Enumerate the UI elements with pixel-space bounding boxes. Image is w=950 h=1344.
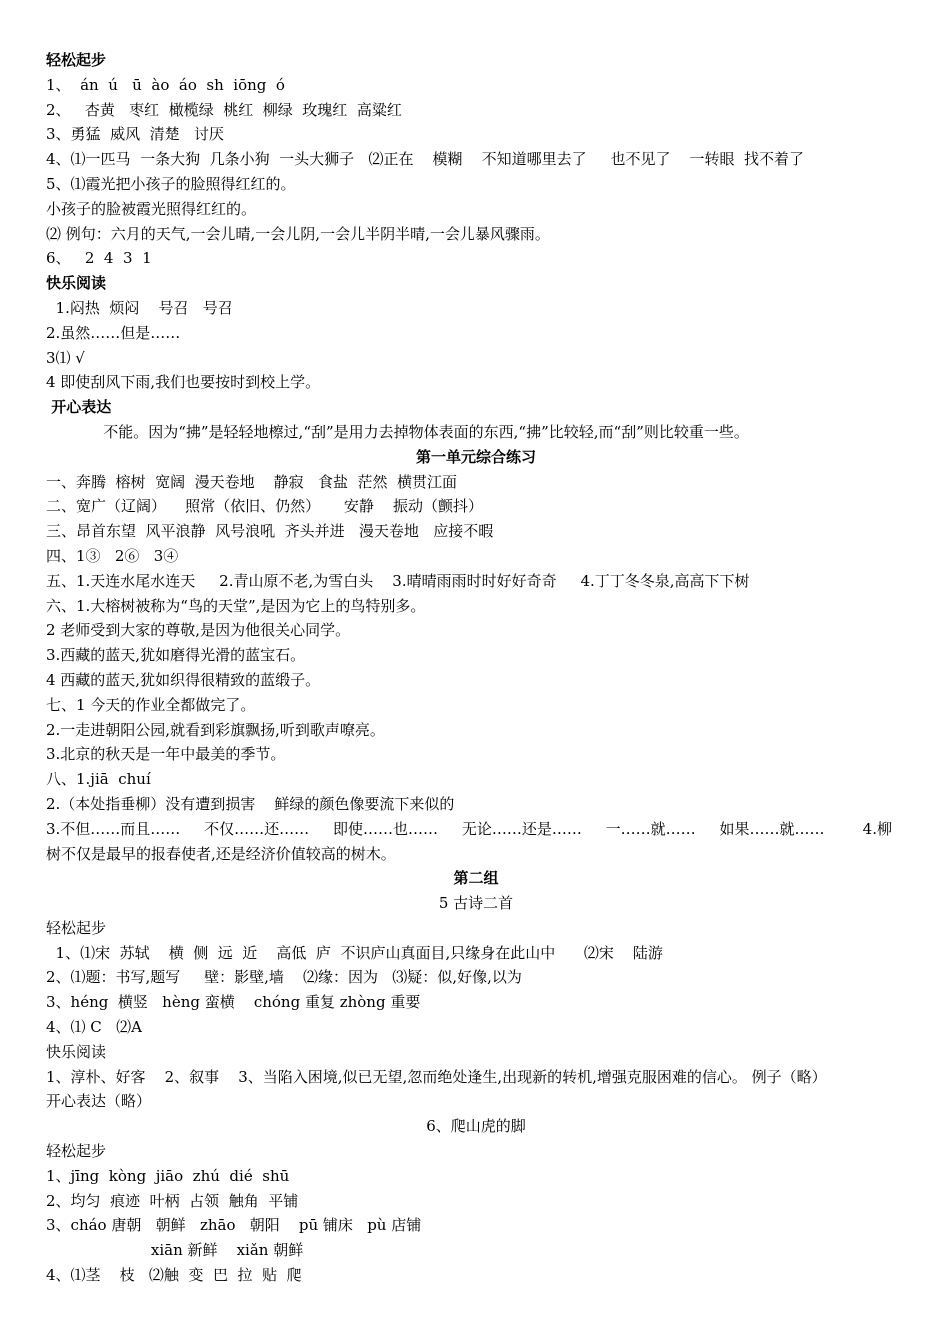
answer-line: 3.北京的秋天是一年中最美的季节。	[46, 745, 286, 764]
answer-line: 八、1.jiā chuí	[46, 770, 151, 789]
answer-line: 5、⑴霞光把小孩子的脸照得红红的。	[46, 174, 296, 193]
section-heading: 开心表达	[46, 398, 112, 417]
answer-line: 二、宽广（辽阔） 照常（依旧、仍然） 安静 振动（颤抖）	[46, 497, 483, 516]
answer-line: 三、昂首东望 风平浪静 风号浪吼 齐头并进 漫天卷地 应接不暇	[46, 522, 494, 541]
answer-line: 4 西藏的蓝天,犹如织得很精致的蓝缎子。	[46, 670, 321, 689]
answer-line: 2、均匀 痕迹 叶柄 占领 触角 平铺	[46, 1191, 299, 1210]
answer-line: 开心表达（略）	[46, 1092, 152, 1111]
answer-line: 不能。因为“拂”是轻轻地檫过,“刮”是用力去掉物体表面的东西,“拂”比较轻,而“刮”则比较重一些。	[46, 422, 749, 441]
answer-line: 小孩子的脸被霞光照得红红的。	[46, 199, 257, 218]
answer-line: 3.不但……而且…… 不仅……还…… 即使……也…… 无论……还是…… 一……就…… 如果……就…… 4.柳树不仅是最早的报春使者,还是经济价值较高的树木。	[46, 819, 892, 863]
answer-line: ⑵ 例句：六月的天气,一会儿晴,一会儿阴,一会儿半阴半晴,一会儿暴风骤雨。	[46, 224, 550, 243]
section-heading: 轻松起步	[46, 51, 107, 69]
answer-line: 6、 2 4 3 1	[46, 249, 152, 268]
lesson-title: 6、爬山虎的脚	[426, 1117, 526, 1136]
answer-line: 4、⑴茎 枝 ⑵触 变 巴 拉 贴 爬	[46, 1266, 302, 1285]
answer-line: 3.西藏的蓝天,犹如磨得光滑的蓝宝石。	[46, 646, 306, 665]
answer-line: 快乐阅读	[46, 1042, 107, 1061]
answer-line: 2.一走进朝阳公园,就看到彩旗飘扬,听到歌声嘹亮。	[46, 720, 385, 739]
answer-line: 1、淳朴、好客 2、叙事 3、当陷入困境,似已无望,忽而绝处逢生,出现新的转机,增强克服困难的信心。 例子（略）	[46, 1067, 827, 1086]
answer-line: 2 老师受到大家的尊敬,是因为他很关心同学。	[46, 621, 351, 640]
answer-line: 五、1.天连水尾水连天 2.青山原不老,为雪白头 3.晴晴雨雨时时好好奇奇 4.丁丁冬冬泉,高高下下树	[46, 571, 750, 590]
answer-line: 1、jīng kòng jiāo zhú dié shū	[46, 1166, 290, 1185]
answer-line: 4 即使刮风下雨,我们也要按时到校上学。	[46, 373, 321, 392]
answer-line: 轻松起步	[46, 918, 107, 937]
answer-line: 1.闷热 烦闷 号召 号召	[46, 298, 233, 317]
answer-line: 轻松起步	[46, 1142, 107, 1161]
answer-line: 2.虽然……但是……	[46, 323, 181, 342]
section-heading: 第二组	[453, 869, 499, 888]
answer-line: 2.（本处指垂柳）没有遭到损害 鲜绿的颜色像要流下来似的	[46, 794, 455, 813]
section-heading: 第一单元综合练习	[415, 447, 536, 466]
answer-line: 3、héng 横竖 hèng 蛮横 chóng 重复 zhòng 重要	[46, 993, 421, 1012]
answer-line: 2、⑴题：书写,题写 壁：影壁,墙 ⑵缘：因为 ⑶疑：似,好像,以为	[46, 968, 522, 987]
section-heading: 快乐阅读	[46, 274, 107, 293]
answer-line: 六、1.大榕树被称为“鸟的天堂”,是因为它上的鸟特别多。	[46, 596, 426, 615]
answer-line: 1、⑴宋 苏轼 横 侧 远 近 高低 庐 不识庐山真面目,只缘身在此山中 ⑵宋 陆游	[46, 943, 663, 962]
lesson-title: 5 古诗二首	[438, 894, 514, 913]
answer-line: 3、勇猛 威风 清楚 讨厌	[46, 125, 224, 144]
answer-line: xiān 新鲜 xiǎn 朝鲜	[46, 1241, 304, 1260]
answer-line: 4、⑴ C ⑵A	[46, 1018, 142, 1037]
answer-line: 2、 杏黄 枣红 橄榄绿 桃红 柳绿 玫瑰红 高粱红	[46, 100, 402, 119]
answer-document	[46, 48, 906, 1288]
answer-line: 四、1③ 2⑥ 3④	[46, 546, 179, 565]
answer-line: 一、奔腾 榕树 宽阔 漫天卷地 静寂 食盐 茫然 横贯江面	[46, 472, 458, 491]
answer-line: 3、cháo 唐朝 朝鲜 zhāo 朝阳 pū 铺床 pù 店铺	[46, 1216, 422, 1235]
answer-line: 4、⑴一匹马 一条大狗 几条小狗 一头大狮子 ⑵正在 模糊 不知道哪里去了 也不见了 一转眼 找不着了	[46, 150, 805, 169]
answer-line: 1、 án ú ū ào áo sh iōng ó	[46, 75, 285, 94]
answer-line: 七、1 今天的作业全都做完了。	[46, 695, 256, 714]
answer-line: 3⑴ √	[46, 348, 85, 367]
